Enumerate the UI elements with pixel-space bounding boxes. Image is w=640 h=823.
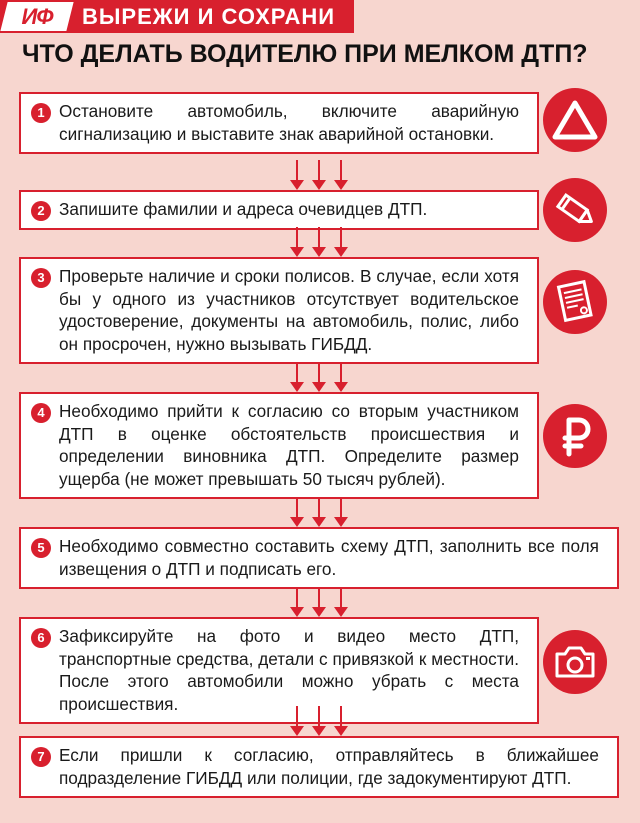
aif-logo: ИФ — [0, 2, 73, 31]
step-text: Проверьте наличие и сроки полисов. В случае, если хотя бы у одного из участников отсутствует водительское удостоверение, документы на автомобиль, полис, либо он просрочен, нужно вызывать ГИБДД. — [59, 266, 519, 354]
step-number: 2 — [31, 201, 51, 221]
banner-text: ВЫРЕЖИ И СОХРАНИ — [82, 4, 336, 29]
step-1 — [19, 92, 539, 154]
flow-arrows — [286, 362, 352, 392]
page-title: ЧТО ДЕЛАТЬ ВОДИТЕЛЮ ПРИ МЕЛКОМ ДТП? — [22, 40, 588, 68]
flow-arrows — [286, 160, 352, 190]
step-5 — [19, 527, 619, 589]
step-number: 1 — [31, 103, 51, 123]
step-text: Необходимо совместно составить схему ДТП, заполнить все поля извещения о ДТП и подписать его. — [59, 536, 599, 579]
step-text: Запишите фамилии и адреса очевидцев ДТП. — [59, 199, 428, 219]
step-number: 4 — [31, 403, 51, 423]
step-number: 7 — [31, 747, 51, 767]
document-icon — [543, 270, 607, 334]
step-4 — [19, 392, 539, 499]
warning-triangle-icon — [543, 88, 607, 152]
header-banner — [0, 0, 354, 33]
step-text: Зафиксируйте на фото и видео место ДТП, транспортные средства, детали с привязкой к местности. После этого автомобили можно убрать с места происшествия. — [59, 626, 519, 714]
flow-arrows — [286, 497, 352, 527]
step-number: 3 — [31, 268, 51, 288]
step-text: Если пришли к согласию, отправляйтесь в ближайшее подразделение ГИБДД или полиции, где задокументируют ДТП. — [59, 745, 599, 788]
step-number: 5 — [31, 538, 51, 558]
step-text: Необходимо прийти к согласию со вторым участником ДТП в оценке обстоятельств происшествия и определении виновника ДТП. Определите размер ущерба (не может превышать 50 тысяч рублей). — [59, 401, 519, 489]
pencil-icon — [543, 178, 607, 242]
step-7 — [19, 736, 619, 798]
flow-arrows — [286, 227, 352, 257]
step-6 — [19, 617, 539, 724]
camera-icon — [543, 630, 607, 694]
flow-arrows — [286, 587, 352, 617]
step-2 — [19, 190, 539, 230]
step-number: 6 — [31, 628, 51, 648]
ruble-icon — [543, 404, 607, 468]
step-text: Остановите автомобиль, включите аварийную сигнализацию и выставите знак аварийной остановки. — [59, 101, 519, 144]
step-3 — [19, 257, 539, 364]
flow-arrows — [286, 706, 352, 736]
